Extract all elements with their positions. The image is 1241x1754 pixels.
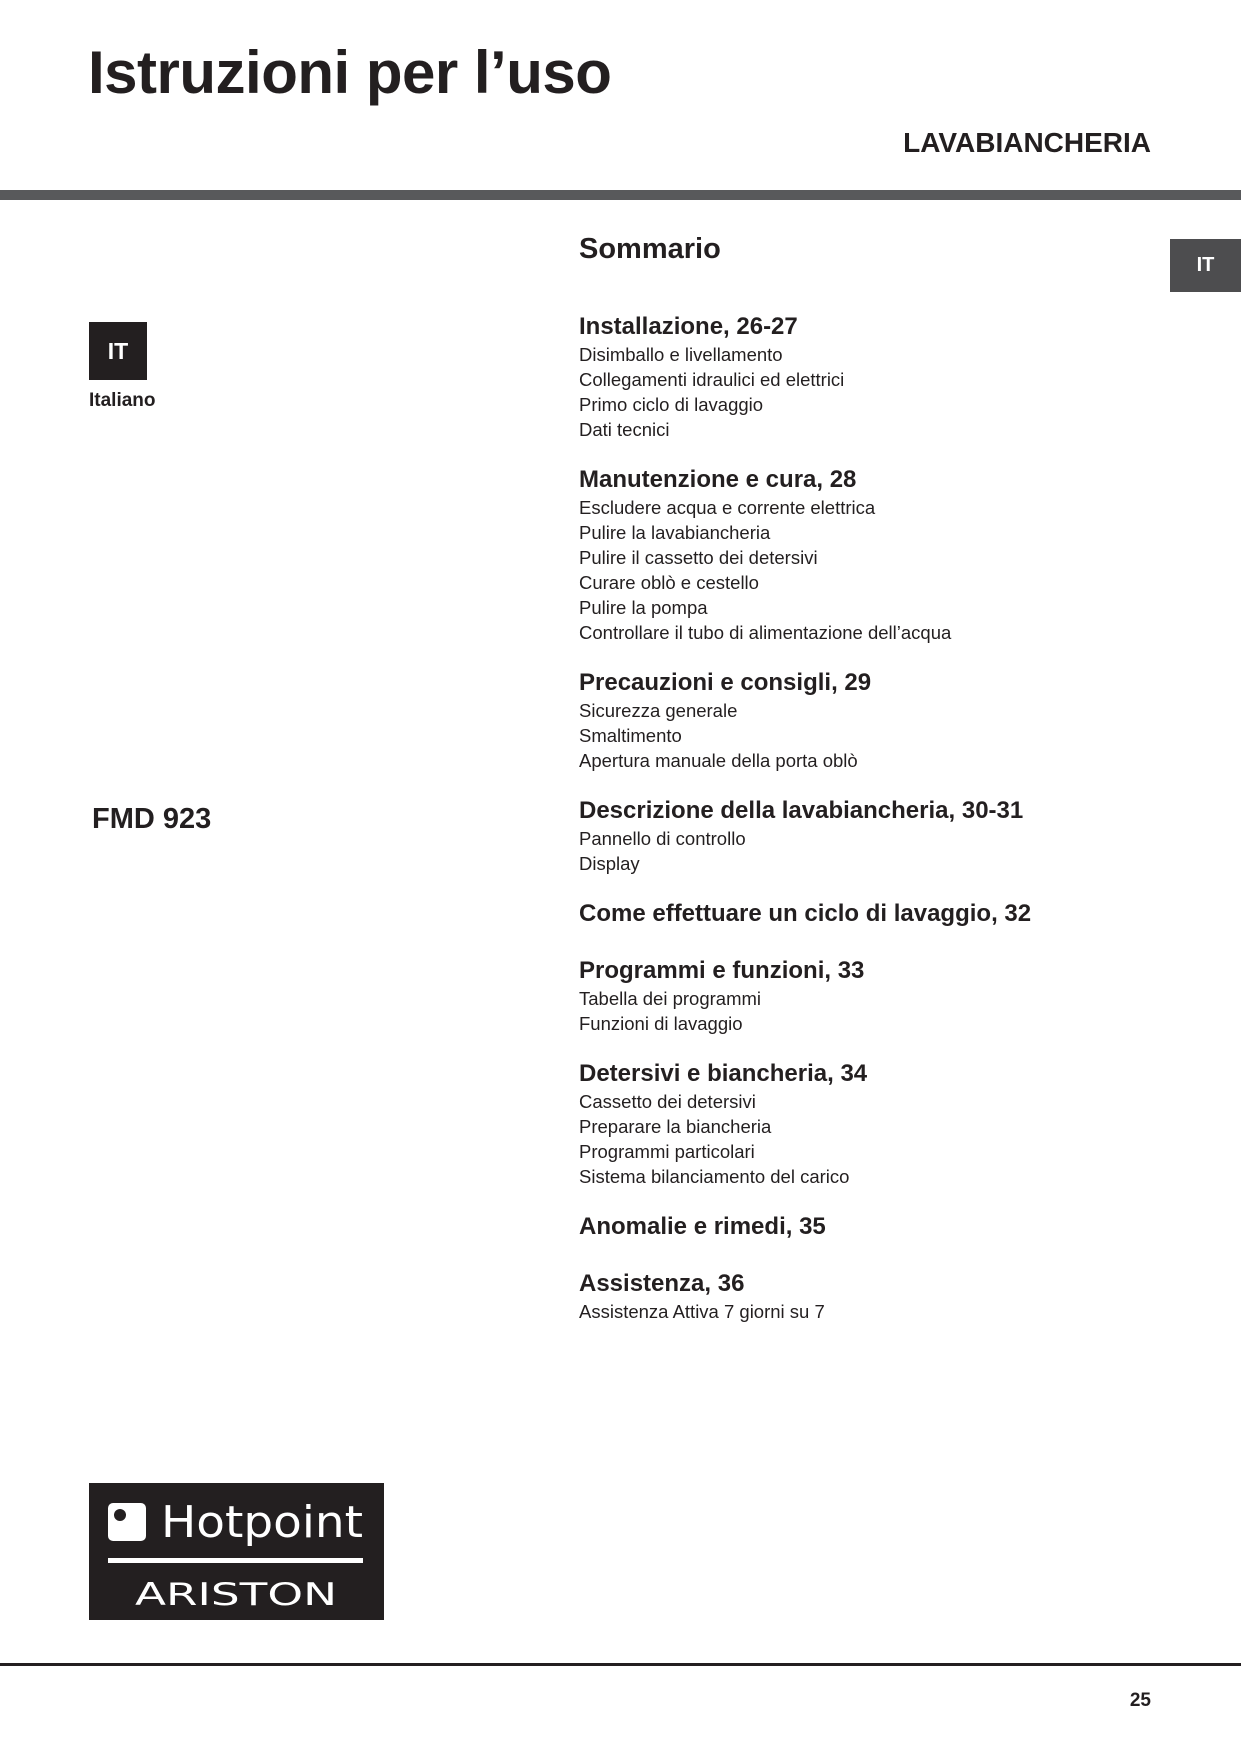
toc-item: Curare oblò e cestello	[579, 572, 759, 593]
toc-item: Sicurezza generale	[579, 700, 738, 721]
hotpoint-ariston-logo	[89, 1483, 384, 1620]
toc-section-title: Programmi e funzioni, 33	[579, 957, 865, 984]
document-title: Istruzioni per l’uso	[88, 39, 612, 106]
toc-section	[579, 956, 1179, 1036]
language-name: Italiano	[89, 390, 156, 411]
toc-item: Funzioni di lavaggio	[579, 1013, 743, 1034]
toc-item: Escludere acqua e corrente elettrica	[579, 497, 876, 518]
footer-divider	[0, 1663, 1241, 1666]
toc-section	[579, 465, 1179, 645]
toc-section	[579, 899, 1179, 929]
toc-item: Pulire la lavabiancheria	[579, 522, 771, 543]
toc-section	[579, 796, 1179, 876]
toc-section	[579, 312, 1179, 442]
toc-item: Preparare la biancheria	[579, 1116, 772, 1137]
toc-item: Display	[579, 853, 640, 874]
toc-item: Smaltimento	[579, 725, 682, 746]
toc-heading: Sommario	[579, 233, 721, 265]
toc-section-title: Assistenza, 36	[579, 1270, 745, 1297]
toc-item: Tabella dei programmi	[579, 988, 762, 1009]
toc-item: Primo ciclo di lavaggio	[579, 394, 764, 415]
brand-line2: ARISTON	[135, 1577, 337, 1613]
toc-section	[579, 1212, 1179, 1242]
toc-item: Apertura manuale della porta oblò	[579, 750, 858, 771]
header-divider	[0, 190, 1241, 200]
toc-item: Collegamenti idraulici ed elettrici	[579, 369, 845, 390]
toc-section-title: Detersivi e biancheria, 34	[579, 1060, 868, 1087]
brand-line1: Hotpoint	[161, 1497, 363, 1548]
toc-section	[579, 1269, 1179, 1324]
toc-section-title: Come effettuare un ciclo di lavaggio, 32	[579, 900, 1032, 927]
language-tab: IT	[1170, 239, 1241, 292]
table-of-contents	[579, 312, 1179, 1347]
toc-item: Pannello di controllo	[579, 828, 746, 849]
document-subtitle: LAVABIANCHERIA	[903, 127, 1151, 158]
brand-logo	[89, 1483, 384, 1620]
toc-section-title: Descrizione della lavabiancheria, 30-31	[579, 797, 1024, 824]
toc-section	[579, 668, 1179, 773]
toc-item: Disimballo e livellamento	[579, 344, 783, 365]
toc-item: Cassetto dei detersivi	[579, 1091, 756, 1112]
page-number: 25	[1129, 1690, 1151, 1711]
toc-section-title: Manutenzione e cura, 28	[579, 466, 857, 493]
toc-section	[579, 1059, 1179, 1189]
toc-item: Controllare il tubo di alimentazione dell’acqua	[579, 622, 952, 643]
toc-section-title: Installazione, 26-27	[579, 313, 798, 340]
toc-item: Sistema bilanciamento del carico	[579, 1166, 850, 1187]
toc-item: Dati tecnici	[579, 419, 670, 440]
toc-item: Assistenza Attiva 7 giorni su 7	[579, 1301, 825, 1322]
hotpoint-square-dot	[114, 1509, 126, 1521]
toc-item: Programmi particolari	[579, 1141, 755, 1162]
toc-section-title: Anomalie e rimedi, 35	[579, 1213, 826, 1240]
toc-item: Pulire il cassetto dei detersivi	[579, 547, 818, 568]
hotpoint-square-icon	[108, 1503, 146, 1541]
logo-divider	[108, 1558, 363, 1563]
toc-section-title: Precauzioni e consigli, 29	[579, 669, 872, 696]
toc-item: Pulire la pompa	[579, 597, 708, 618]
model-name: FMD 923	[92, 803, 212, 835]
language-badge: IT	[89, 322, 147, 380]
